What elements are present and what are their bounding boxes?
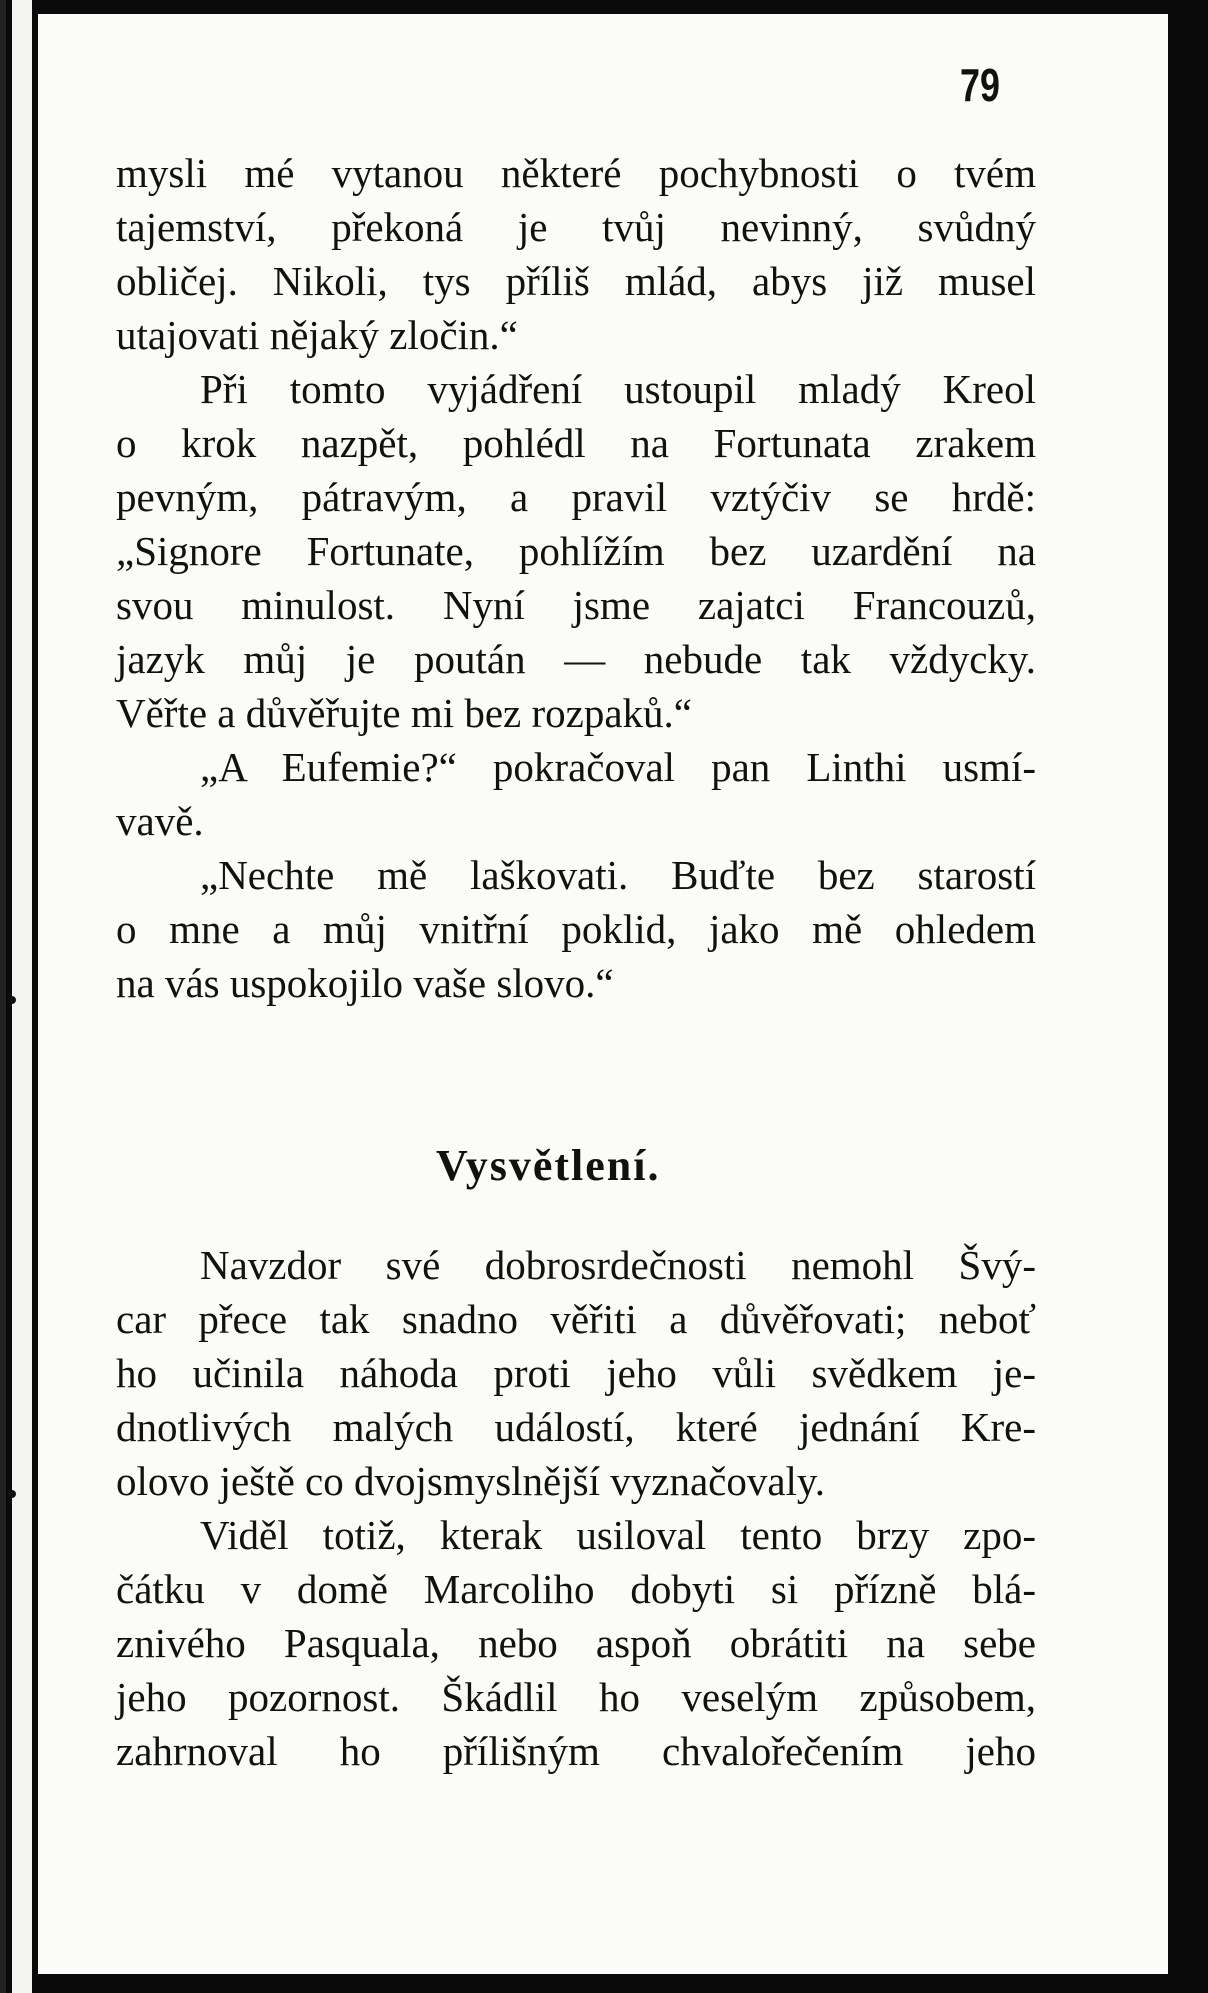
text-line: dnotlivých malých událostí, které jednání Kre- — [116, 1404, 1036, 1450]
text-line: tajemství, překoná je tvůj nevinný, svůdný — [116, 204, 1036, 250]
text-line: mysli mé vytanou některé pochybnosti o tvém — [116, 150, 1036, 196]
text-line: ho učinila náhoda proti jeho vůli svědkem je- — [116, 1350, 1036, 1396]
text-line: Věřte a důvěřujte mi bez rozpaků.“ — [116, 690, 693, 736]
text-line: o krok nazpět, pohlédl na Fortunata zrakem — [116, 420, 1036, 466]
text-line: „Signore Fortunate, pohlížím bez uzardění na — [116, 528, 1036, 574]
text-line: Navzdor své dobrosrdečnosti nemohl Švý- — [200, 1242, 1036, 1288]
text-line: svou minulost. Nyní jsme zajatci Francouzů, — [116, 582, 1036, 628]
text-line: olovo ještě co dvojsmyslnější vyznačovaly. — [116, 1458, 826, 1504]
text-line: Při tomto vyjádření ustoupil mladý Kreol — [200, 366, 1036, 412]
text-line: obličej. Nikoli, tys příliš mlád, abys již musel — [116, 258, 1036, 304]
text-line: vavě. — [116, 798, 204, 844]
text-line: car přece tak snadno věřiti a důvěřovati; neboť — [116, 1296, 1036, 1342]
text-line: jazyk můj je poután — nebude tak vždycky. — [116, 636, 1036, 682]
text-line: čátku v domě Marcoliho dobyti si přízně blá- — [116, 1566, 1036, 1612]
section-heading: Vysvětlení. — [436, 1141, 661, 1190]
text-line: „A Eufemie?“ pokračoval pan Linthi usmí- — [200, 744, 1036, 790]
text-line: na vás uspokojilo vaše slovo.“ — [116, 960, 614, 1006]
page-number: 79 — [960, 59, 1000, 111]
text-line: o mne a můj vnitřní poklid, jako mě ohledem — [116, 906, 1036, 952]
text-line: znivého Pasquala, nebo aspoň obrátiti na sebe — [116, 1620, 1036, 1666]
book-spine-shadow — [0, 0, 6, 1993]
text-line: pevným, pátravým, a pravil vztýčiv se hrdě: — [116, 474, 1036, 520]
text-line: jeho pozornost. Škádlil ho veselým způsobem, — [116, 1674, 1036, 1720]
text-line: utajovati nějaký zločin.“ — [116, 312, 518, 358]
text-line: Viděl totiž, kterak usiloval tento brzy zpo- — [200, 1512, 1036, 1558]
text-line: zahrnoval ho přílišným chvalořečením jeho — [116, 1728, 1036, 1774]
text-line: „Nechte mě laškovati. Buďte bez starostí — [200, 852, 1036, 898]
margin-mark — [8, 996, 16, 1004]
margin-mark — [8, 1490, 16, 1498]
